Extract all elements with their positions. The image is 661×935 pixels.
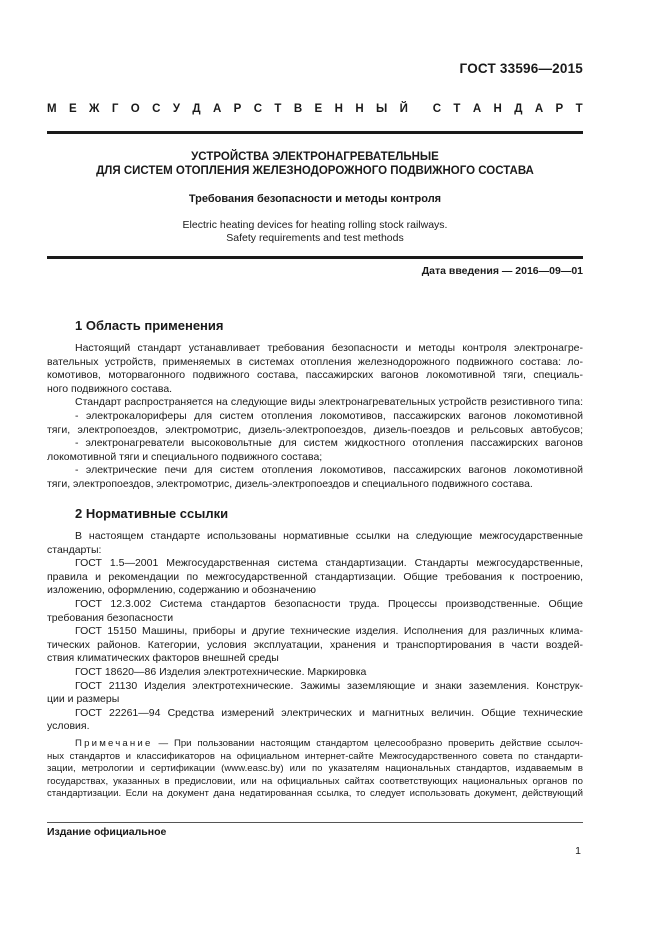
banner-letter: Т bbox=[575, 103, 583, 115]
note-line: зации, метрологии и сертификации (www.easc.by) или по указателям национальных стандартов, издаваемым в bbox=[47, 763, 583, 775]
reference-line: ГОСТ 1.5—2001 Межгосударственная система стандартизации. Стандарты межгосударственные, bbox=[75, 557, 583, 570]
section-1-heading: 1 Область применения bbox=[75, 318, 224, 333]
banner-letter: О bbox=[130, 103, 140, 115]
banner-letter: Д bbox=[192, 103, 201, 115]
note-label: Примечание bbox=[75, 738, 153, 749]
banner-letter: Т bbox=[453, 103, 461, 115]
section-2-body bbox=[47, 530, 583, 734]
title-line-2: ДЛЯ СИСТЕМ ОТОПЛЕНИЯ ЖЕЛЕЗНОДОРОЖНОГО ПОДВИЖНОГО СОСТАВА bbox=[96, 165, 534, 177]
reference-line: ГОСТ 18620—86 Изделия электротехнические. Маркировка bbox=[75, 665, 367, 678]
text-line: стандарты: bbox=[47, 543, 102, 556]
note-line: государствах, указанных в предисловии, или на официальных сайтах соответствующих национальных органов по bbox=[47, 775, 583, 787]
title-rule bbox=[47, 256, 583, 259]
note-first-line bbox=[47, 738, 583, 751]
reference-line: ствия климатических факторов внешней среды bbox=[47, 652, 279, 665]
text-line: В настоящем стандарте использованы нормативные ссылки на следующие межгосударственные bbox=[75, 530, 583, 542]
list-item-line: тяги, электропоездов, электромотрис, дизель-электропоездов и специального подвижного состава. bbox=[47, 477, 533, 490]
banner-letter: А bbox=[534, 103, 544, 115]
banner-letter: Й bbox=[399, 103, 408, 115]
banner-letter: С bbox=[432, 103, 442, 115]
gost-code: ГОСТ 33596—2015 bbox=[459, 61, 583, 76]
reference-line: правила и рекомендации по межгосударственной стандартизации. Общие требования к построению, bbox=[47, 570, 583, 583]
banner-letter: Р bbox=[233, 103, 242, 115]
banner-letter: Т bbox=[274, 103, 282, 115]
text-line: комотивов, моторвагонного подвижного состава, пассажирских вагонов локомотивной тяги, специаль- bbox=[47, 369, 583, 382]
banner-letter: М bbox=[47, 103, 57, 115]
list-item-line: локомотивной тяги и специального подвижного состава; bbox=[47, 450, 323, 463]
list-item-line: - электронагреватели высоковольтные для систем жидкостного отопления пассажирских вагонов bbox=[75, 437, 583, 450]
reference-line: ГОСТ 21130 Изделия электротехнические. Зажимы заземляющие и знаки заземления. Конструк- bbox=[75, 679, 583, 692]
footer-rule bbox=[47, 822, 583, 823]
text-line: Стандарт распространяется на следующие виды электронагревательных устройств резистивного типа: bbox=[75, 396, 583, 409]
reference-line: ции и размеры bbox=[47, 693, 120, 706]
note-line: ных стандартов и классификаторов на официальном интернет-сайте Межгосударственного совета по стандарти- bbox=[47, 750, 583, 762]
banner-letter: Д bbox=[514, 103, 523, 115]
banner-letter: С bbox=[253, 103, 263, 115]
official-edition-label: Издание официальное bbox=[47, 826, 167, 838]
list-item-line: - электрические печи для систем отопления локомотивов, пассажирских вагонов локомотивной bbox=[75, 464, 583, 477]
text-line: вательных устройств, применяемых в системах отопления железнодорожного подвижного состава: ло- bbox=[47, 355, 583, 368]
reference-line: требования безопасности bbox=[47, 611, 174, 624]
reference-line: тических районов. Категории, условия эксплуатации, хранения и транспортирования в части воздей- bbox=[47, 638, 583, 651]
reference-line: изложению, оформлению, содержанию и обозначению bbox=[47, 584, 317, 597]
section-1-body bbox=[47, 342, 583, 492]
introduction-date: Дата введения — 2016—09—01 bbox=[421, 265, 583, 277]
page-number: 1 bbox=[575, 845, 581, 857]
banner-letter: А bbox=[472, 103, 482, 115]
banner-letter: Н bbox=[493, 103, 502, 115]
banner-letter: Ы bbox=[376, 103, 388, 115]
banner-letter: Ж bbox=[89, 103, 100, 115]
section-2-heading: 2 Нормативные ссылки bbox=[75, 506, 229, 521]
text-line: ного подвижного состава. bbox=[47, 382, 173, 395]
banner-letter: Н bbox=[355, 103, 364, 115]
banner-letter: Г bbox=[111, 103, 119, 115]
title-line-1: УСТРОЙСТВА ЭЛЕКТРОНАГРЕВАТЕЛЬНЫЕ bbox=[191, 151, 439, 163]
reference-line: ГОСТ 15150 Машины, приборы и другие технические изделия. Исполнения для различных клима- bbox=[75, 625, 583, 638]
english-title-line-2: Safety requirements and test methods bbox=[226, 232, 404, 244]
banner-letter: Р bbox=[555, 103, 564, 115]
note-block bbox=[47, 738, 583, 801]
banner-letter: У bbox=[172, 103, 180, 115]
english-title-line-1: Electric heating devices for heating rolling stock railways. bbox=[182, 219, 448, 231]
subtitle: Требования безопасности и методы контроля bbox=[188, 193, 442, 205]
banner-letter: Н bbox=[334, 103, 343, 115]
note-line: стандартизации. Если на документ дана недатированная ссылка, то следует использовать документ, действующий bbox=[47, 788, 583, 800]
banner-letter: А bbox=[212, 103, 222, 115]
banner-letter: В bbox=[293, 103, 303, 115]
reference-line: условия. bbox=[47, 720, 90, 733]
banner-letter: Е bbox=[314, 103, 323, 115]
header-rule bbox=[47, 131, 583, 134]
reference-line: ГОСТ 22261—94 Средства измерений электрических и магнитных величин. Общие технические bbox=[75, 706, 583, 719]
banner-letter: С bbox=[152, 103, 161, 115]
reference-line: ГОСТ 12.3.002 Система стандартов безопасности труда. Процессы производственные. Общие bbox=[75, 597, 583, 610]
interstate-standard-banner bbox=[47, 103, 583, 115]
banner-letter: Е bbox=[68, 103, 77, 115]
list-item-line: тяги, электропоездов, электромотрис, дизель-электропоездов, дизель-поездов и рельсовых автобусов; bbox=[47, 423, 583, 436]
text-line: Настоящий стандарт устанавливает требования безопасности и методы контроля электронагре- bbox=[75, 342, 583, 354]
note-first-line-text: — При пользовании настоящим стандартом целесообразно проверить действие ссылоч- bbox=[152, 738, 583, 749]
list-item-line: - электрокалориферы для систем отопления локомотивов, пассажирских вагонов локомотивной bbox=[75, 409, 583, 422]
